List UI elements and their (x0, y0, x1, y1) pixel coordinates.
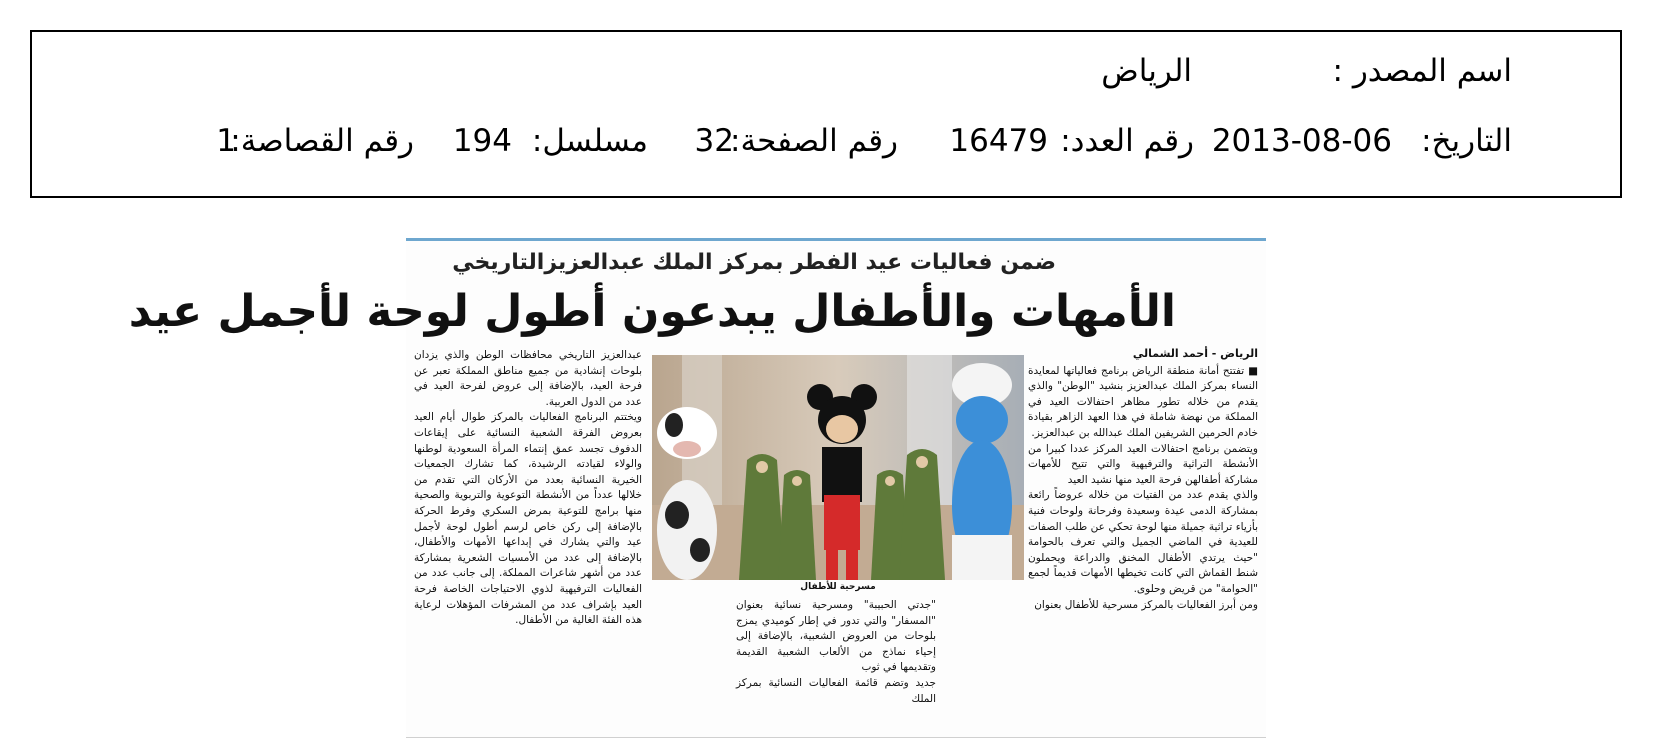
issue-label: رقم العدد: (1060, 123, 1194, 159)
page-label: رقم الصفحة: (730, 123, 898, 159)
stage-photo-illustration (652, 355, 1024, 580)
serial-value: 194 (452, 123, 512, 159)
paragraph: ويختتم البرنامج الفعاليات بالمركز طوال أيام العيد بعروض الفرقة الشعبية النسائية على إيقاعات الدفوف تجسد عمق إنتماء المرأة السعودية لوطنها والولاء لقيادته الرشيدة، كما تشارك الجمعيات الخيرية النسائية بعدد من الأركان التي تقدم من خلالها عدداً من الأنشطة التوعوية والتربوية والصحية منها برامج للتوعية بمرض السكري وفرط الحركة بالإضافة إلى ركن خاص لرسم أطول لوحة لأجمل عيد والتي يشارك في إبداعها الأمهات والأطفال، بالإضافة إلى عدد من الأمسيات الشعرية بمشاركة عدد من أشهر شاعرات المملكة. إلى جانب عدد من الفعاليات الترفيهية لذوي الاحتياجات الخاصة فرحة العيد بإشراف عدد من المشرفات المؤهلات لرعاية هذه الفئة الغالية من الأطفال. (414, 411, 642, 627)
page-value: 32 (694, 123, 734, 159)
paragraph: ويتضمن برنامج احتفالات العيد المركز عددا كبيرا من الأنشطة التراثية والترفيهية والتي تتيح للأمهات مشاركة أطفالهن فرحة العيد منها نشيد العيد (1028, 442, 1258, 486)
article-headline: الأمهات والأطفال يبدعون أطول لوحة لأجمل عيد (128, 286, 1176, 337)
source-row (28, 53, 1620, 92)
bottom-rule (406, 737, 1266, 738)
article-column-right (1028, 346, 1258, 728)
paragraph: عبدالعزيز التاريخي محافظات الوطن والذي يزدان بلوحات إنشادية من جميع مناطق المملكة تعبر عن فرحة العيد، بالإضافة إلى عروض لفرحة العيد في عدد من الدول العربية. (414, 349, 642, 408)
date-label: التاريخ: (1421, 123, 1512, 159)
serial-label: مسلسل: (531, 123, 648, 159)
paragraph: جديد وتضم قائمة الفعاليات النسائية بمركز الملك (736, 676, 936, 705)
photo-caption: مسرحية للأطفال (800, 582, 876, 592)
article-photo (652, 355, 1024, 580)
newspaper-clipping (128, 238, 1266, 738)
article-kicker: ضمن فعاليات عيد الفطر بمركز الملك عبدالعزيزالتاريخي (452, 250, 1056, 275)
clip-number-value: 1 (216, 123, 236, 159)
article-byline: الرياض - أحمد الشمالي (1132, 347, 1258, 360)
date-value: 2013-08-06 (1211, 123, 1392, 159)
issue-value: 16479 (949, 123, 1048, 159)
article-column-left (414, 348, 642, 728)
details-row (28, 123, 1620, 162)
clip-number-label: رقم القصاصة: (230, 123, 414, 159)
top-rule (406, 238, 1266, 241)
paragraph: ومن أبرز الفعاليات بالمركز مسرحية للأطفال بعنوان (1034, 598, 1258, 611)
paragraph: والذي يقدم عدد من الفتيات من خلاله عروضاً رائعة بمشاركة الدمى عيدة وسعيدة وفرحانة ولوحات فنية بأزياء تراثية جميلة منها لوحة تحكي عن طلب الصفات للعيدية في الماضي الجميل والتي تعرف بالحوامة "حيث يرتدي الأطفال المخنق والدراعة ويحملون شنط القماش التي كانت تخيطها الأمهات قديماً لجمع "الحوامة" من قريض وحلوى. (1028, 489, 1258, 595)
paragraph: ■ تفتتح أمانة منطقة الرياض برنامج فعالياتها لمعايدة النساء بمركز الملك عبدالعزيز بنشيد "الوطن" والذي يقدم من خلاله تطور مظاهر احتفالات العيد في المملكة من نهضة شاملة في هذا العهد الزاهر بقيادة خادم الحرمين الشريفين الملك عبدالله بن عبدالعزيز. (1028, 364, 1258, 439)
source-label: اسم المصدر : (1332, 53, 1512, 89)
source-info-box (30, 30, 1622, 198)
article-column-middle (736, 598, 936, 728)
source-value: الرياض (1101, 53, 1192, 89)
paragraph: "جدتي الحبيبة" ومسرحية نسائية بعنوان "المسفار" والتي تدور في إطار كوميدي يمزج بلوحات من العروض الشعبية، بالإضافة إلى إحياء نماذج من الألعاب الشعبية القديمة وتقديمها في ثوب (736, 599, 936, 674)
